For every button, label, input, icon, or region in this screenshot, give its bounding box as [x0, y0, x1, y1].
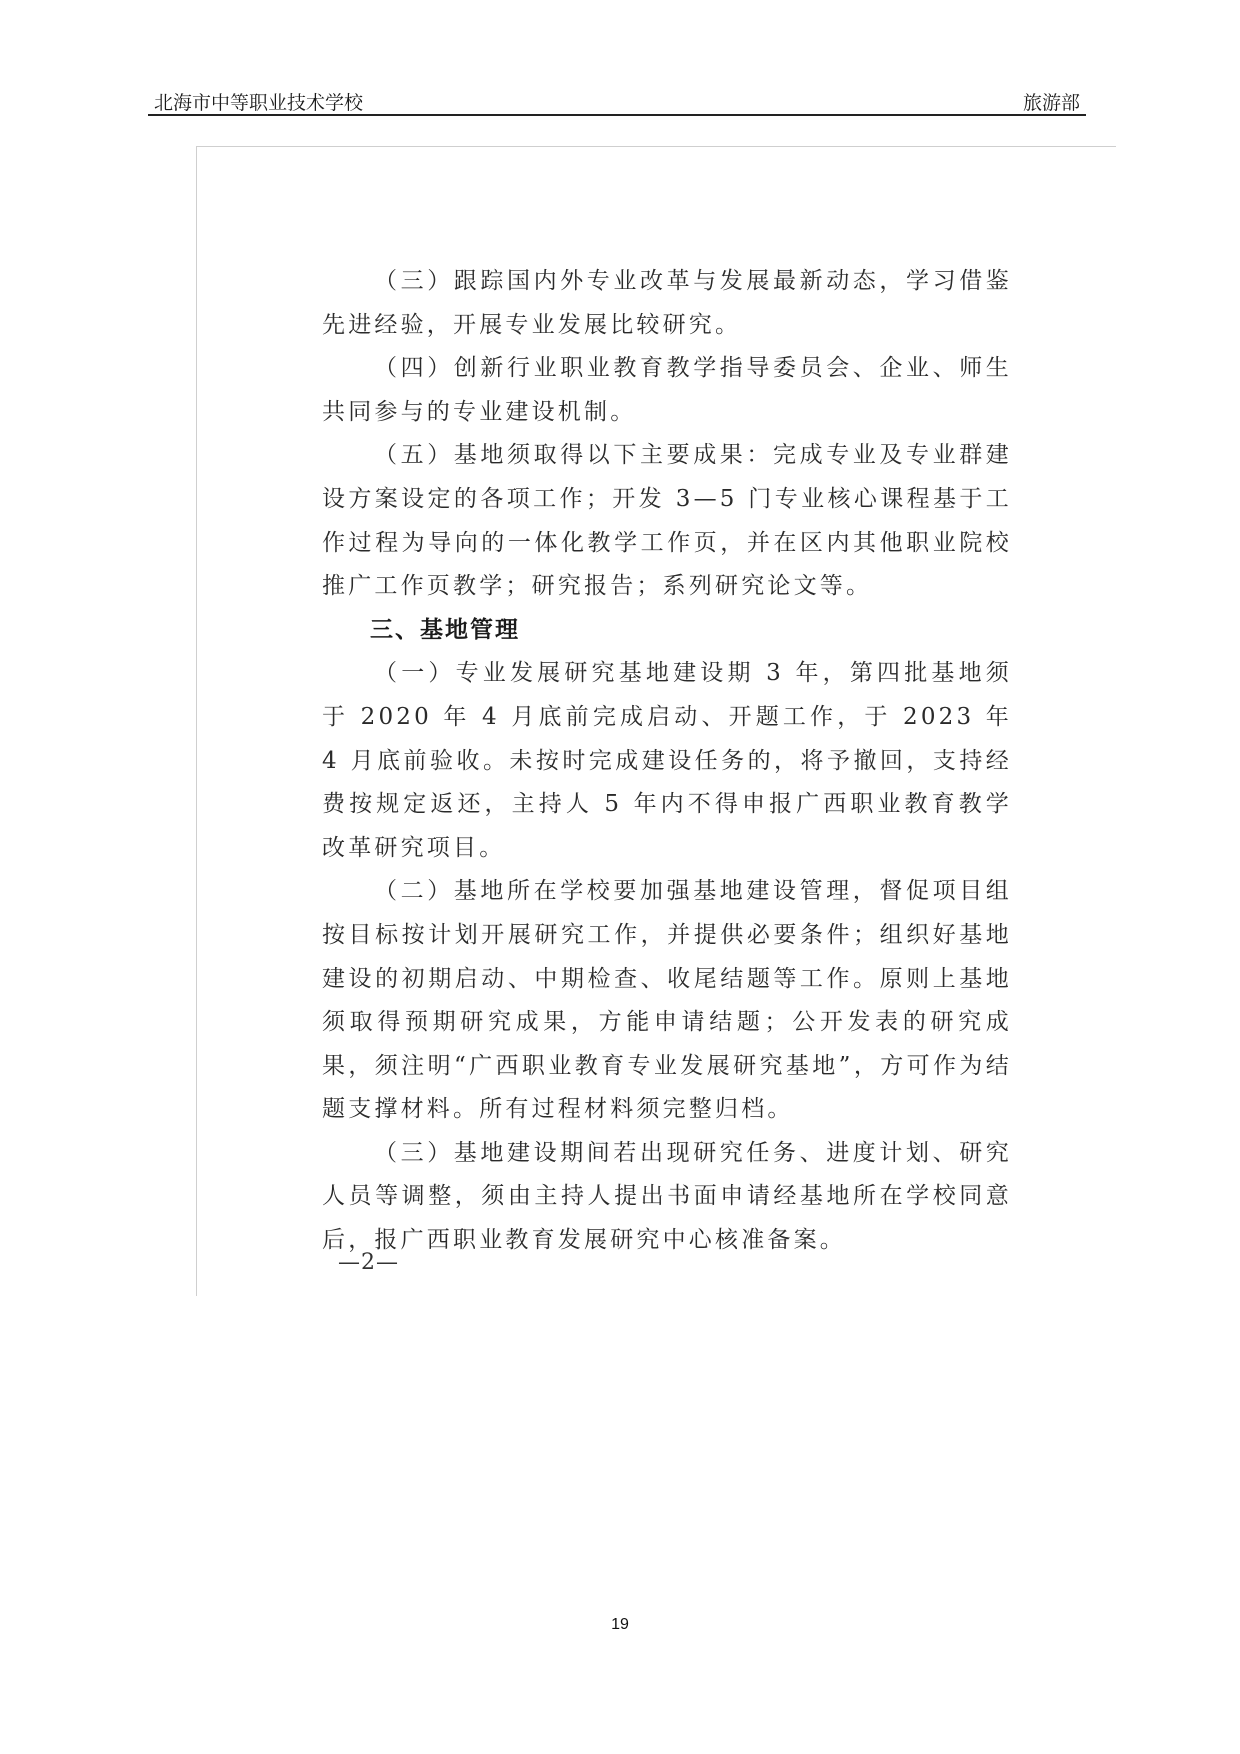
paragraph-management-1: （一）专业发展研究基地建设期 3 年，第四批基地须于 2020 年 4 月底前完成启动、开题工作，于 2023 年 4 月底前验收。未按时完成建设任务的，将予撤回，支持经费按规定返还，主持人 5 年内不得申报广西职业教育教学改革研究项目。 — [322, 660, 1012, 861]
paragraph-management-3: （三）基地建设期间若出现研究任务、进度计划、研究人员等调整，须由主持人提出书面申请经基地所在学校同意后，报广西职业教育发展研究中心核准备案。 — [322, 1139, 1012, 1254]
section-heading-base-management: 三、基地管理 — [370, 616, 520, 643]
paragraph-item-5: （五）基地须取得以下主要成果：完成专业及专业群建设方案设定的各项工作；开发 3—5 门专业核心课程基于工作过程为导向的一体化教学工作页，并在区内其他职业院校推广工作页教学；研究报告；系列研究论文等。 — [322, 442, 1012, 600]
scan-frame-left-edge — [196, 146, 197, 1296]
header-school-name: 北海市中等职业技术学校 — [154, 92, 364, 114]
paragraph-management-2: （二）基地所在学校要加强基地建设管理，督促项目组按目标按计划开展研究工作，并提供必要条件；组织好基地建设的初期启动、中期检查、收尾结题等工作。原则上基地须取得预期研究成果，方能申请结题；公开发表的研究成果，须注明“广西职业教育专业发展研究基地”，方可作为结题支撑材料。所有过程材料须完整归档。 — [322, 878, 1012, 1123]
scanned-document-body — [322, 260, 1012, 1263]
inner-page-number: —2— — [338, 1250, 399, 1275]
footer-page-number: 19 — [611, 1616, 629, 1633]
paragraph-item-4: （四）创新行业职业教育教学指导委员会、企业、师生共同参与的专业建设机制。 — [322, 355, 1012, 425]
page-header — [148, 84, 1086, 116]
paragraph-item-3: （三）跟踪国内外专业改革与发展最新动态，学习借鉴先进经验，开展专业发展比较研究。 — [322, 268, 1012, 338]
scan-frame-top-edge — [196, 146, 1116, 147]
header-department: 旅游部 — [1022, 92, 1080, 114]
